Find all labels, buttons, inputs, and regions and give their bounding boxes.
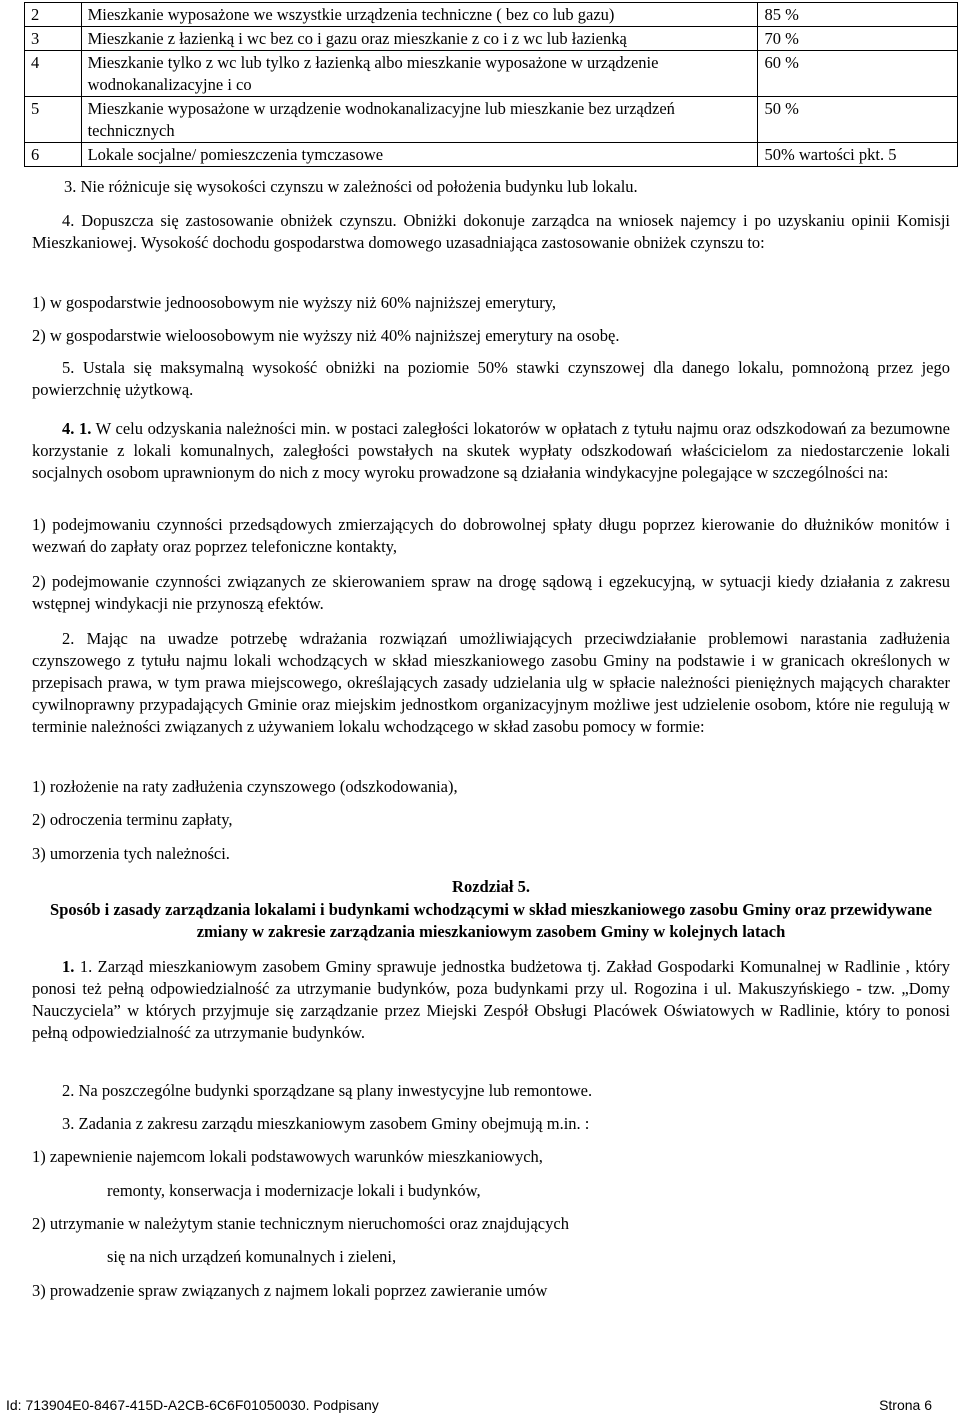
- paragraph-4-item-2: 2) w gospodarstwie wieloosobowym nie wyższy niż 40% najniższej emerytury na osobę.: [32, 326, 620, 345]
- row-percentage: 50% wartości pkt. 5: [758, 143, 958, 167]
- row-number: 3: [25, 27, 82, 51]
- chapter-title: Rozdział 5.: [452, 877, 530, 896]
- section-4-2-item-3: 3) umorzenia tych należności.: [32, 844, 230, 863]
- chapter-paragraph-2: 2. Na poszczególne budynki sporządzane są plany inwestycyjne lub remontowe.: [62, 1081, 593, 1100]
- table-row: [25, 3, 958, 27]
- chapter-paragraph-3: 3. Zadania z zakresu zarządu mieszkaniowym zasobem Gminy obejmują m.in. :: [62, 1114, 590, 1133]
- row-number: 2: [25, 3, 82, 27]
- row-number: 6: [25, 143, 82, 167]
- chapter-subtitle: Sposób i zasady zarządzania lokalami i budynkami wchodzącymi w skład mieszkaniowego zasobu Gminy oraz przewidywane zmiany w zakresie zarządzania mieszkaniowym zasobem Gminy w kolejnych latach: [50, 900, 932, 941]
- row-percentage: 50 %: [758, 97, 958, 143]
- row-number: 5: [25, 97, 82, 143]
- table-row: [25, 143, 958, 167]
- section-4-2-item-1: 1) rozłożenie na raty zadłużenia czynszowego (odszkodowania),: [32, 777, 458, 796]
- section-4-paragraph-2: 2. Mając na uwadze potrzebę wdrażania rozwiązań umożliwiających przeciwdziałanie problemowi narastania zadłużenia czynszowego z tytułu najmu lokali wchodzących w skład mieszkaniowego zasobu Gminy na podstawie i w granicach określonych w przepisach prawa, w tym prawa miejscowego, określających zasady udzielania ulg w spłacie należności pieniężnych mających charakter cywilnoprawny przypadających Gminie oraz miejskim jednostkom organizacyjnym możliwe jest udzielenie osobom, które nie regulują w terminie należności związanych z używaniem lokalu wchodzącego w skład zasobu pomocy w formie:: [32, 629, 950, 736]
- table-row: [25, 51, 958, 97]
- row-number: 4: [25, 51, 82, 97]
- chapter-section-number: 1.: [62, 957, 75, 976]
- table-row: [25, 27, 958, 51]
- row-description: Mieszkanie wyposażone w urządzenie wodnokanalizacyjne lub mieszkanie bez urządzeń technicznych: [81, 97, 758, 143]
- section-4-number: 4. 1.: [62, 419, 92, 438]
- paragraph-3: 3. Nie różnicuje się wysokości czynszu w zależności od położenia budynku lub lokalu.: [64, 177, 638, 196]
- document-id: Id: 713904E0-8467-415D-A2CB-6C6F01050030. Podpisany: [6, 1397, 379, 1413]
- row-percentage: 85 %: [758, 3, 958, 27]
- paragraph-4: 4. Dopuszcza się zastosowanie obniżek czynszu. Obniżki dokonuje zarządca na wniosek najemcy i po uzyskaniu opinii Komisji Mieszkaniowej. Wysokość dochodu gospodarstwa domowego uzasadniająca zastosowanie obniżek czynszu to:: [32, 211, 950, 252]
- chapter-3-item-2: 2) utrzymanie w należytym stanie technicznym nieruchomości oraz znajdujących: [32, 1214, 569, 1233]
- chapter-3-item-3: 3) prowadzenie spraw związanych z najmem lokali poprzez zawieranie umów: [32, 1281, 548, 1300]
- section-4-item-2: 2) podejmowanie czynności związanych ze skierowaniem spraw na drogę sądową i egzekucyjną, w sytuacji kiedy działania z zakresu wstępnej windykacji nie przynoszą efektów.: [32, 572, 950, 613]
- row-description: Mieszkanie tylko z wc lub tylko z łazienką albo mieszkanie wyposażone w urządzenie wodnokanalizacyjne i co: [81, 51, 758, 97]
- chapter-3-item-1-continued: remonty, konserwacja i modernizacje lokali i budynków,: [107, 1181, 481, 1200]
- paragraph-4-item-1: 1) w gospodarstwie jednoosobowym nie wyższy niż 60% najniższej emerytury,: [32, 293, 557, 312]
- chapter-3-item-1: 1) zapewnienie najemcom lokali podstawowych warunków mieszkaniowych,: [32, 1147, 543, 1166]
- row-description: Lokale socjalne/ pomieszczenia tymczasowe: [81, 143, 758, 167]
- table-row: [25, 97, 958, 143]
- chapter-3-item-2-continued: się na nich urządzeń komunalnych i zieleni,: [107, 1247, 397, 1266]
- chapter-paragraph-1: 1. 1. Zarząd mieszkaniowym zasobem Gminy sprawuje jednostka budżetowa tj. Zakład Gospodarki Komunalnej w Radlinie , który ponosi też pełną odpowiedzialność za utrzymanie budynków, poza budynkami przy ul. Rogozina i ul. Makuszyńskiego - tzw. „Domy Nauczyciela” w których przyjmuje się zarządzanie przez Miejski Zespół Obsługi Placówek Oświatowych w Radlinie, który to ponosi pełną odpowiedzialność za utrzymanie budynków.: [32, 957, 950, 1042]
- row-description: Mieszkanie wyposażone we wszystkie urządzenia techniczne ( bez co lub gazu): [81, 3, 758, 27]
- section-4-2-item-2: 2) odroczenia terminu zapłaty,: [32, 810, 233, 829]
- rent-coefficient-table: [24, 2, 958, 167]
- section-4-item-1: 1) podejmowaniu czynności przedsądowych zmierzających do dobrowolnej spłaty długu poprzez kierowanie do dłużników monitów i wezwań do zapłaty oraz poprzez telefoniczne kontakty,: [32, 515, 950, 556]
- row-percentage: 70 %: [758, 27, 958, 51]
- paragraph-5: 5. Ustala się maksymalną wysokość obniżki na poziomie 50% stawki czynszowej dla danego lokalu, pomnożoną przez jego powierzchnię użytkową.: [32, 358, 950, 399]
- section-4-paragraph-1: 4. 1. W celu odzyskania należności min. w postaci zaległości lokatorów w opłatach z tytułu najmu oraz odszkodowań za bezumowne korzystanie z lokali komunalnych, zaległości powstałych na skutek wypłaty odszkodowań właścicielom za niedostarczenie lokali socjalnych osobom uprawnionym do nich z mocy wyroku prowadzone są działania windykacyjne polegające w szczególności na:: [32, 419, 951, 482]
- row-description: Mieszkanie z łazienką i wc bez co i gazu oraz mieszkanie z co i z wc lub łazienką: [81, 27, 758, 51]
- row-percentage: 60 %: [758, 51, 958, 97]
- page-number: Strona 6: [879, 1397, 932, 1413]
